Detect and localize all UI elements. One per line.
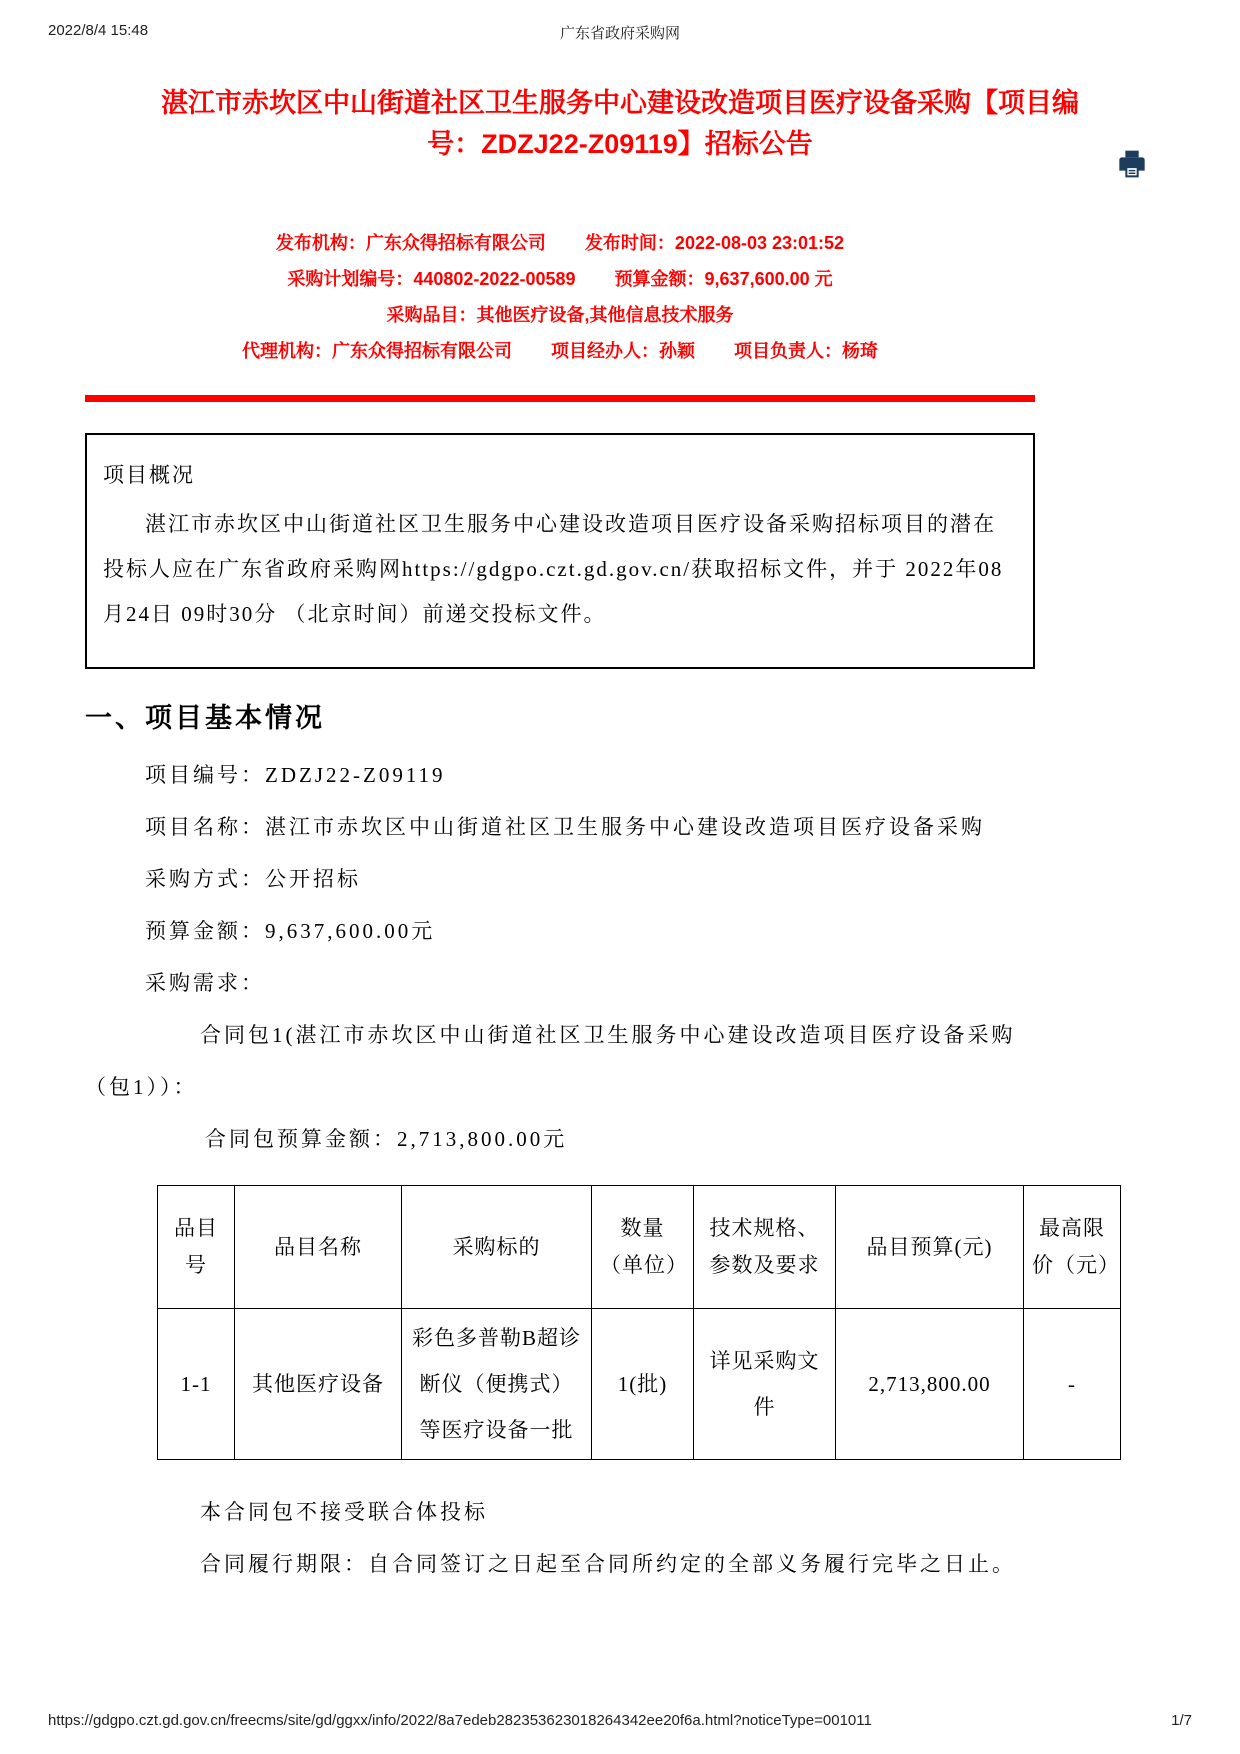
notice-title: 湛江市赤坎区中山街道社区卫生服务中心建设改造项目医疗设备采购【项目编号：ZDZJ22-Z09119】招标公告 <box>161 88 1079 159</box>
site-title: 广东省政府采购网 <box>559 25 680 42</box>
meta-block <box>85 225 1035 369</box>
package-budget-line: 合同包预算金额：2,713,800.00元 <box>205 1127 568 1151</box>
col-item-no: 品目号 <box>158 1186 235 1309</box>
cell-price-cap: - <box>1024 1309 1121 1460</box>
red-divider <box>85 395 1035 402</box>
content-area <box>85 225 1120 1590</box>
table-header-row <box>158 1186 1121 1309</box>
table-row <box>158 1309 1121 1460</box>
overview-paragraph: 湛江市赤坎区中山街道社区卫生服务中心建设改造项目医疗设备采购招标项目的潜在投标人应在广东省政府采购网https://gdgpo.czt.gd.gov.cn/获取招标文件，并于 2022年08月24日 09时30分 （北京时间）前递交投标文件。 <box>103 512 1004 626</box>
printer-icon <box>1116 168 1148 183</box>
col-quantity: 数量（单位） <box>592 1186 694 1309</box>
page-indicator: 1/7 <box>1171 1712 1192 1729</box>
budget-amount: 预算金额：9,637,600.00 元 <box>614 269 833 289</box>
publish-time: 发布时间：2022-08-03 23:01:52 <box>584 233 845 253</box>
cell-quantity: 1(批) <box>592 1309 694 1460</box>
items-table <box>157 1185 1121 1460</box>
project-leader: 项目负责人：杨琦 <box>734 341 879 361</box>
source-url: https://gdgpo.czt.gd.gov.cn/freecms/site/gd/ggxx/info/2022/8a7edeb282353623018264342ee20f6a.html?noticeType=001011 <box>48 1712 872 1729</box>
meta-line-3 <box>85 333 1035 369</box>
cell-item-budget: 2,713,800.00 <box>836 1309 1024 1460</box>
project-handler: 项目经办人：孙颖 <box>551 341 695 361</box>
cell-tech-spec: 详见采购文件 <box>694 1309 836 1460</box>
overview-label: 项目概况 <box>103 463 195 487</box>
procurement-method-line: 采购方式：公开招标 <box>145 867 361 891</box>
contract-duration-line: 合同履行期限：自合同签订之日起至合同所约定的全部义务履行完毕之日止。 <box>200 1552 1016 1576</box>
print-header <box>0 0 1240 43</box>
col-item-budget: 品目预算(元) <box>836 1186 1024 1309</box>
col-price-cap: 最高限价（元） <box>1024 1186 1121 1309</box>
section-heading: 一、项目基本情况 <box>85 703 325 733</box>
col-item-name: 品目名称 <box>235 1186 402 1309</box>
notes-block <box>85 1486 1035 1590</box>
project-number-line: 项目编号：ZDZJ22-Z09119 <box>145 763 446 787</box>
budget-line: 预算金额：9,637,600.00元 <box>145 919 436 943</box>
plan-number: 采购计划编号：440802-2022-00589 <box>287 269 576 289</box>
col-procurement-target: 采购标的 <box>402 1186 592 1309</box>
print-timestamp: 2022/8/4 15:48 <box>48 22 149 39</box>
contract-package-line: 合同包1(湛江市赤坎区中山街道社区卫生服务中心建设改造项目医疗设备采购（包1））： <box>85 1023 1016 1099</box>
project-name-line: 项目名称：湛江市赤坎区中山街道社区卫生服务中心建设改造项目医疗设备采购 <box>145 815 985 839</box>
print-footer <box>48 1712 1192 1729</box>
cell-item-name: 其他医疗设备 <box>235 1309 402 1460</box>
publisher: 发布机构：广东众得招标有限公司 <box>275 233 546 253</box>
cell-item-no: 1-1 <box>158 1309 235 1460</box>
agency: 代理机构：广东众得招标有限公司 <box>241 341 512 361</box>
no-consortium-line: 本合同包不接受联合体投标 <box>200 1500 488 1524</box>
print-button[interactable] <box>1116 148 1148 180</box>
cell-procurement-target: 彩色多普勒B超诊断仪（便携式）等医疗设备一批 <box>402 1309 592 1460</box>
procurement-category: 采购品目：其他医疗设备,其他信息技术服务 <box>386 305 734 325</box>
demand-label-line: 采购需求： <box>145 971 265 995</box>
meta-line-1 <box>85 225 1035 261</box>
project-overview-box <box>85 433 1035 669</box>
meta-line-2 <box>85 261 1035 333</box>
col-tech-spec: 技术规格、参数及要求 <box>694 1186 836 1309</box>
